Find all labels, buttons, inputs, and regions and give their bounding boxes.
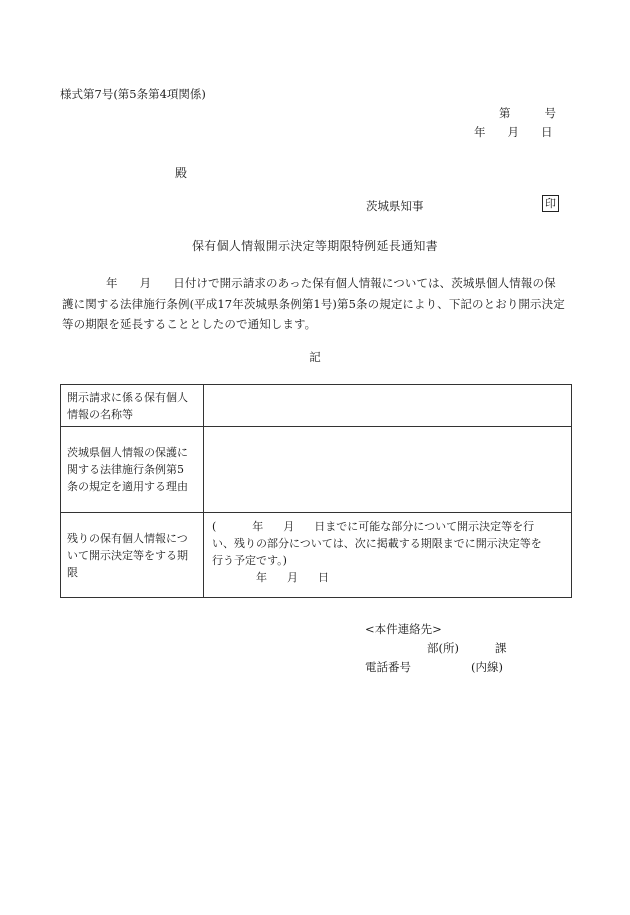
document-date (474, 124, 553, 140)
date-month: 月 (507, 125, 519, 139)
body-month: 月 (139, 276, 152, 290)
date-year: 年 (474, 125, 486, 139)
table-row (61, 513, 572, 598)
body-line-1-text: 日付けで開示請求のあった保有個人情報については、茨城県個人情報の保 (173, 276, 556, 290)
row1-label (61, 385, 204, 427)
number-suffix: 号 (544, 106, 556, 120)
body-line-1 (62, 273, 570, 294)
addressee: 殿 (175, 166, 188, 180)
row3-open-paren: ( (212, 520, 217, 533)
contact-phone (365, 659, 503, 675)
row1-label-line2: 情報の名称等 (67, 407, 133, 421)
body-year: 年 (106, 276, 118, 290)
row2-label-line2: 関する法律施行条例第5 (67, 463, 184, 476)
table-row (61, 427, 572, 513)
row3-label-line1: 残りの保有個人情報につ (67, 531, 188, 545)
row3-date-month: 月 (287, 571, 298, 584)
row3-year: 年 (252, 520, 264, 533)
row2-label-line1: 茨城県個人情報の保護に (67, 446, 188, 459)
row3-label (61, 513, 204, 598)
row1-label-line1: 開示請求に係る保有個人 (67, 390, 188, 404)
row3-value-line3: 行う予定です。) (212, 554, 287, 567)
row3-date-day: 日 (318, 571, 329, 584)
row2-value (204, 427, 572, 513)
contact-heading: <本件連絡先> (365, 622, 442, 636)
number-prefix: 第 (499, 106, 511, 120)
seal-box: 印 (542, 195, 559, 212)
contact-extension-label: (内線) (471, 660, 503, 674)
table-row (61, 385, 572, 427)
contact-phone-label: 電話番号 (365, 660, 411, 674)
date-day: 日 (541, 125, 553, 139)
info-table (60, 384, 572, 598)
body-paragraph (62, 273, 570, 335)
document-number (499, 105, 556, 121)
row2-label-line3: 条の規定を適用する理由 (67, 480, 188, 493)
row3-date (212, 569, 565, 586)
form-number-label: 様式第7号(第5条第4項関係) (60, 87, 206, 101)
row3-month: 月 (283, 520, 295, 533)
body-line-3: 等の期限を延長することとしたので通知します。 (62, 317, 317, 331)
row3-line1-text: 日までに可能な部分について開示決定等を行 (314, 520, 535, 533)
body-line-2: 護に関する法律施行条例(平成17年茨城県条例第1号)第5条の規定により、下記のとおり開示決定 (62, 296, 565, 311)
row3-label-line2: いて開示決定等をする期 (67, 548, 188, 562)
row3-label-line3: 限 (67, 565, 78, 579)
contact-dept-label: 部(所) (427, 641, 459, 655)
sender-name: 茨城県知事 (366, 199, 424, 213)
row2-label (61, 427, 204, 513)
document-title: 保有個人情報開示決定等期限特例延長通知書 (191, 239, 438, 253)
contact-section-label: 課 (494, 641, 507, 655)
contact-department (427, 640, 506, 656)
row3-value-line1 (212, 518, 565, 535)
row3-date-year: 年 (256, 571, 267, 584)
row3-value-line2: い、残りの部分については、次に掲載する期限までに開示決定等を (212, 537, 542, 550)
row3-value (204, 513, 572, 598)
ki-heading: 記 (309, 350, 321, 364)
row1-value (204, 385, 572, 427)
